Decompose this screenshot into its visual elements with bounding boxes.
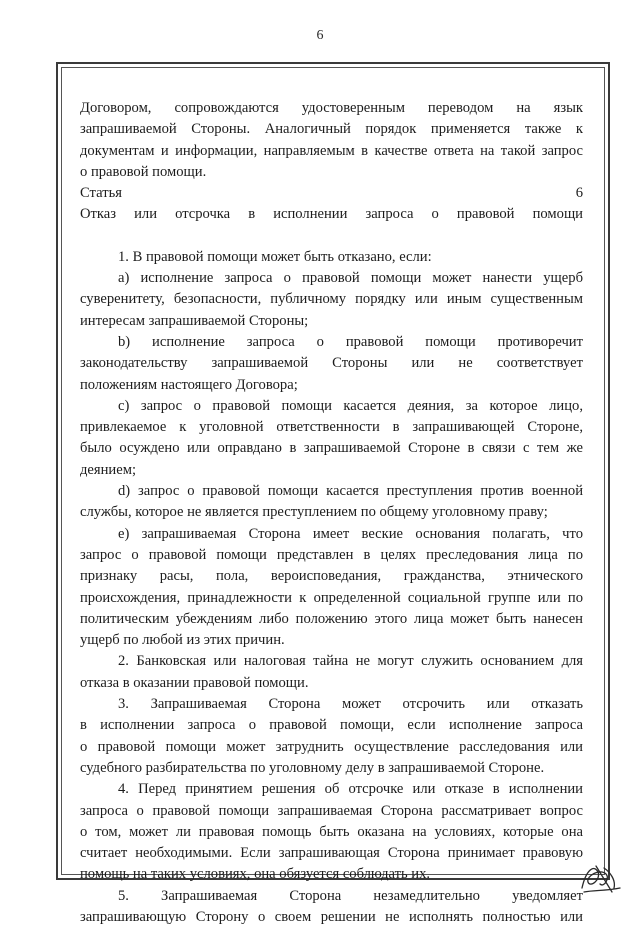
text-line: 4. Перед принятием решения об отсрочке или отказе в исполнении xyxy=(118,781,583,798)
text-line: запрос о правовой помощи представлен в целях преследования лица по xyxy=(80,546,583,563)
text-line: суверенитету, безопасности, публичному порядку или иным существенным xyxy=(80,291,583,308)
text-line: законодательству запрашиваемой Стороны или не соответствует xyxy=(80,355,583,372)
article-subtitle: Отказ или отсрочка в исполнении запроса о правовой помощи xyxy=(80,206,583,223)
text-line: e) запрашиваемая Сторона имеет веские основания полагать, что xyxy=(118,525,583,542)
text-line: a) исполнение запроса о правовой помощи может нанести ущерб xyxy=(118,270,583,287)
text-line: о правовой помощи может затруднить осуществление расследования или xyxy=(80,738,583,755)
text-line: запроса о правовой помощи запрашиваемая Сторона рассматривает вопрос xyxy=(80,802,583,819)
text-line: запрашивающую Сторону о своем решении не исполнять полностью или xyxy=(80,908,583,925)
text-line: 2. Банковская или налоговая тайна не могут служить основанием для xyxy=(118,653,583,670)
text-line: положениям настоящего Договора; xyxy=(80,376,298,393)
paragraph-3 xyxy=(80,694,583,779)
text-line: привлекаемое к уголовной ответственности в запрашивающей Стороне, xyxy=(80,419,583,436)
text-line: отказа в оказании правовой помощи. xyxy=(80,674,309,691)
text-line: 5. Запрашиваемая Сторона незамедлительно уведомляет xyxy=(118,887,583,904)
text-line: в исполнении запроса о правовой помощи, если исполнение запроса xyxy=(80,717,583,734)
text-line: 3. Запрашиваемая Сторона может отсрочить или отказать xyxy=(118,696,583,713)
text-line: запрашиваемой Стороны. Аналогичный порядок применяется также к xyxy=(80,121,583,138)
text-line: c) запрос о правовой помощи касается деяния, за которое лицо, xyxy=(118,397,583,414)
text-line: 1. В правовой помощи может быть отказано, если: xyxy=(118,248,432,265)
text-line: помощь на таких условиях, она обязуется соблюдать их. xyxy=(80,866,431,883)
text-line: службы, которое не является преступлением по общему уголовному праву; xyxy=(80,504,548,521)
text-line: судебного разбирательства по уголовному делу в запрашиваемой Стороне. xyxy=(80,759,545,776)
text-line: документам и информации, направляемым в качестве ответа на такой запрос xyxy=(80,142,583,159)
text-line: происхождения, принадлежности к определенной социальной группе или по xyxy=(80,589,583,606)
text-line: Договором, сопровождаются удостоверенным переводом на язык xyxy=(80,100,583,116)
paragraph-1a xyxy=(80,268,583,332)
text-line: b) исполнение запроса о правовой помощи противоречит xyxy=(118,333,583,350)
article-title: Статья 6 xyxy=(80,185,583,202)
text-line: считает необходимыми. Если запрашивающая Сторона принимает правовую xyxy=(80,845,583,862)
text-line: деянием; xyxy=(80,461,137,478)
text-line: о том, может ли правовая помощь быть оказана на условиях, которые она xyxy=(80,823,583,840)
text-line: о правовой помощи. xyxy=(80,163,207,180)
paragraph-4 xyxy=(80,779,583,885)
paragraph-1b xyxy=(80,332,583,396)
document-body xyxy=(80,98,583,928)
text-line: ущерб по любой из этих причин. xyxy=(80,632,285,649)
signature-mark xyxy=(576,858,624,898)
text-line: d) запрос о правовой помощи касается преступления против военной xyxy=(118,483,583,500)
paragraph-1d xyxy=(80,481,583,524)
text-line: политическим убеждениям либо положению этого лица может быть нанесен xyxy=(80,610,583,627)
page-number: 6 xyxy=(316,28,324,43)
text-line: признаку расы, пола, вероисповедания, гражданства, этнического xyxy=(80,568,583,585)
paragraph-2 xyxy=(80,651,583,694)
text-line: было осуждено или оправдано в запрашиваемой Стороне в связи с тем же xyxy=(80,440,583,457)
paragraph-continuation xyxy=(80,98,583,183)
paragraph-1 xyxy=(80,247,583,268)
text-line: интересам запрашиваемой Стороны; xyxy=(80,312,309,329)
paragraph-1e xyxy=(80,524,583,652)
paragraph-1c xyxy=(80,396,583,481)
paragraph-5 xyxy=(80,886,583,928)
